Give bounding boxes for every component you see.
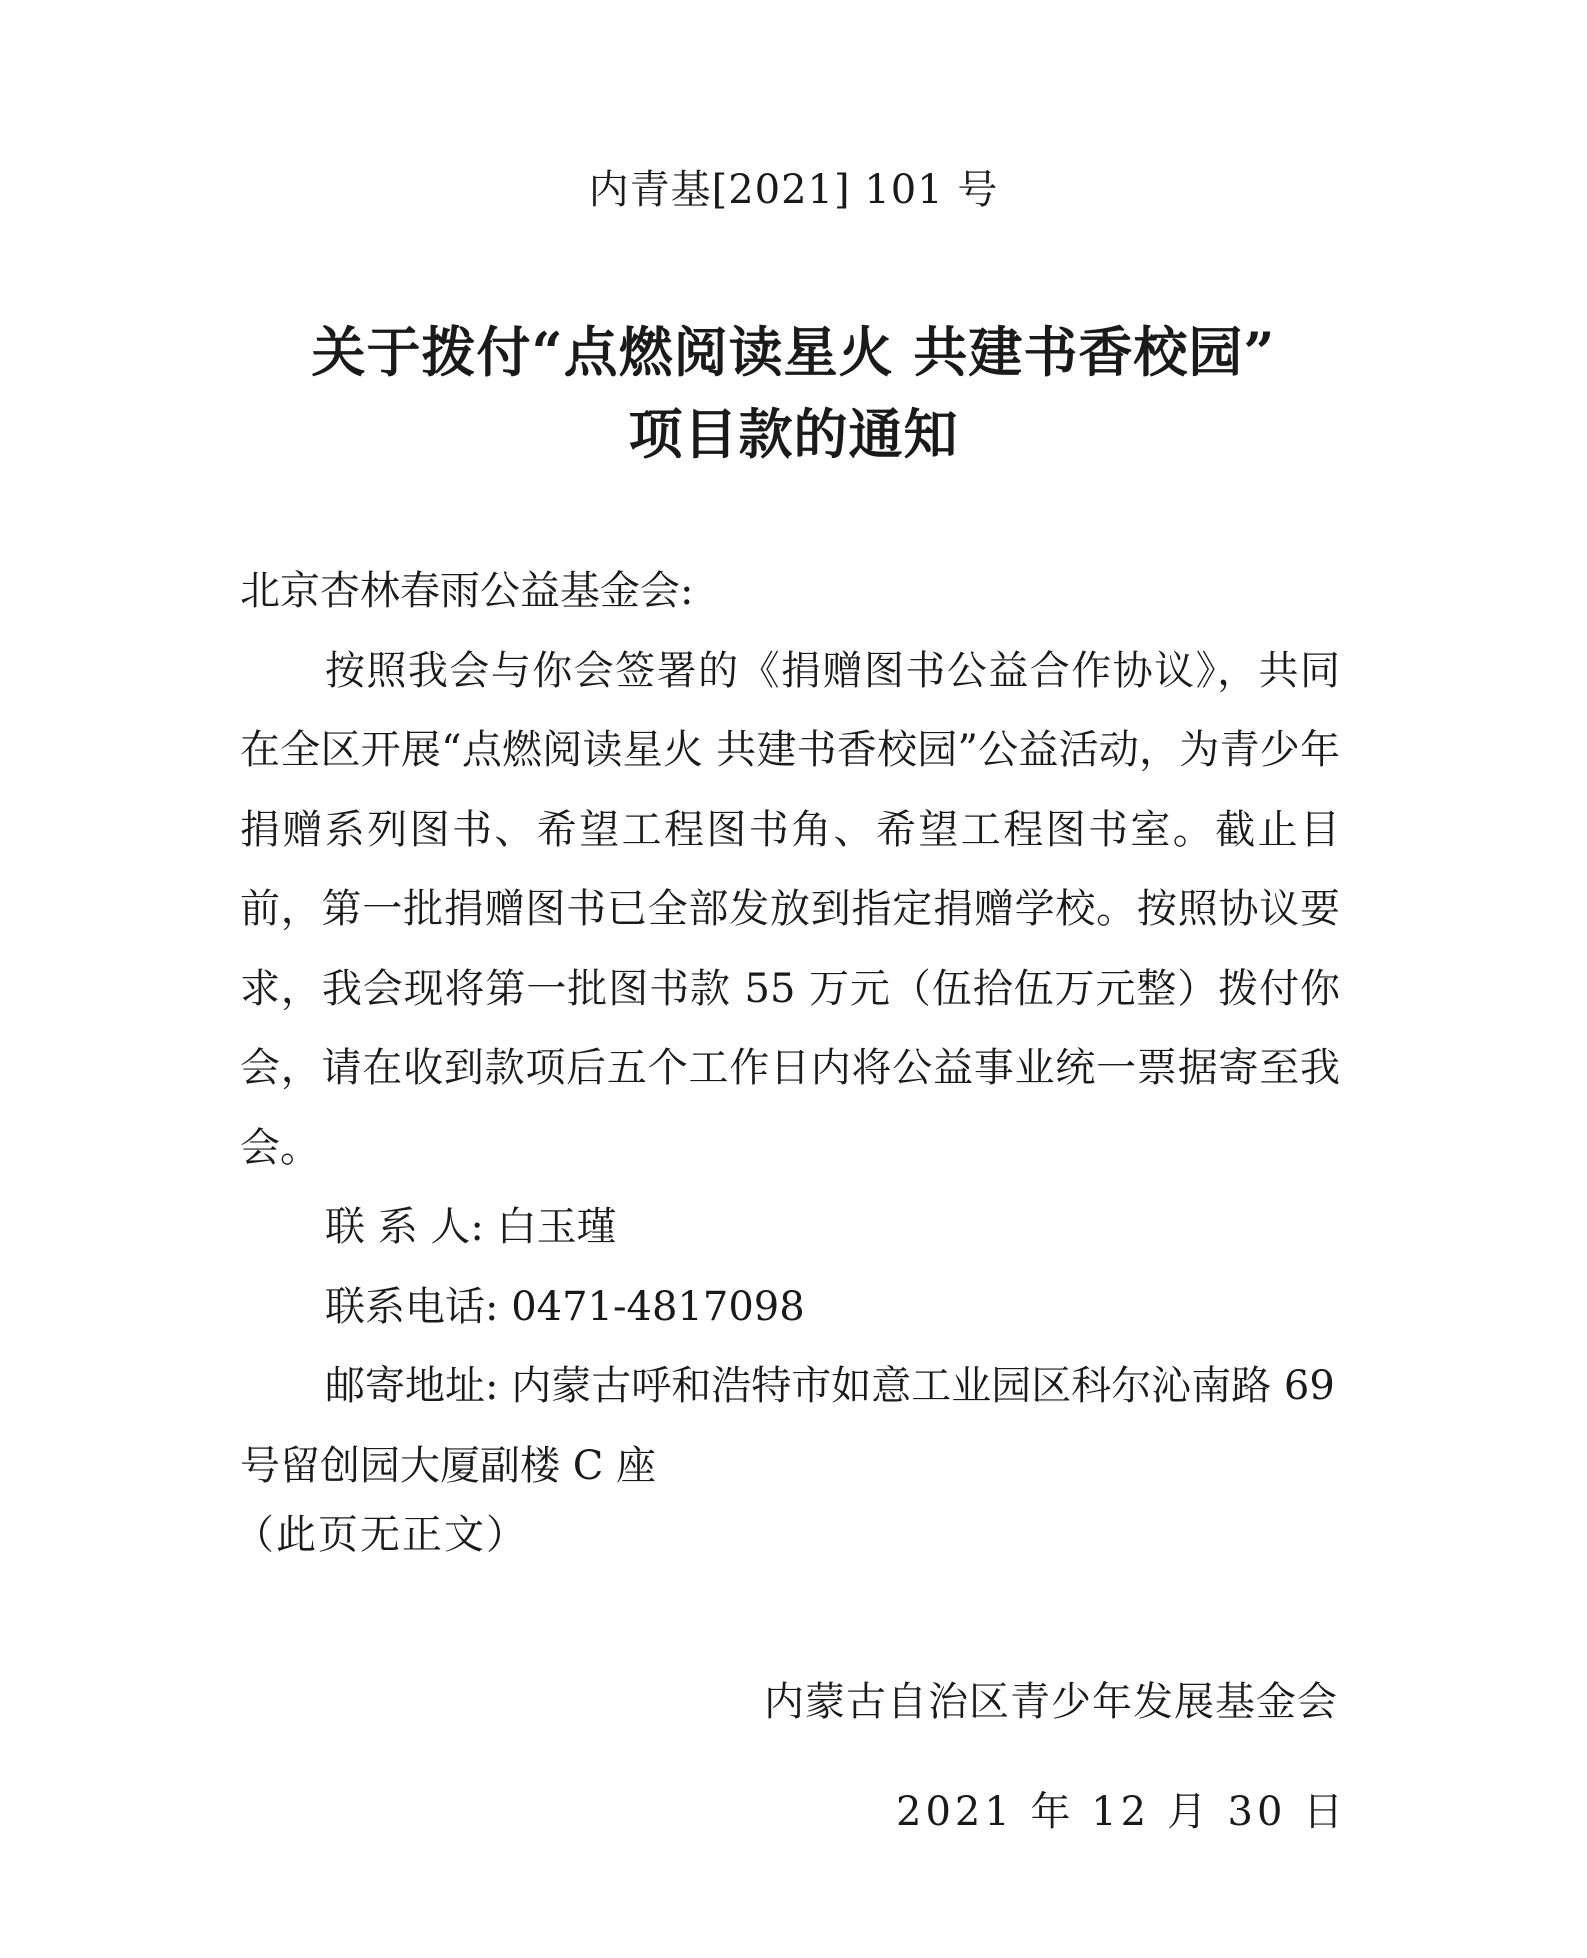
address-value: 内蒙古呼和浩特市如意工业园区科尔沁南路 69 号留创园大厦副楼 C 座: [240, 1363, 1335, 1489]
contact-phone-value: 0471-4817098: [511, 1283, 805, 1330]
main-paragraph: 按照我会与你会签署的《捐赠图书公益合作协议》，共同在全区开展“点燃阅读星火 共建书香校园”公益活动，为青少年捐赠系列图书、希望工程图书角、希望工程图书室。截止目前，第一批捐赠图书已全部发放到指定捐赠学校。按照协议要求，我会现将第一批图书款 55 万元（伍拾伍万元整）拨付你会，请在收到款项后五个工作日内将公益事业统一票据寄至我会。: [240, 647, 1340, 1171]
salutation: 北京杏林春雨公益基金会:: [240, 568, 694, 614]
address-line: [240, 1347, 1340, 1506]
contact-phone-line: [240, 1268, 1340, 1348]
address-label: 邮寄地址:: [325, 1363, 499, 1409]
signature-organization: 内蒙古自治区青少年发展基金会: [764, 1679, 1338, 1725]
no-body-note: （此页无正文）: [234, 1512, 528, 1558]
signature-date: 2021 年 12 月 30 日: [896, 1789, 1348, 1835]
contact-person-value: 白玉瑾: [496, 1204, 617, 1250]
contact-person-line: [240, 1188, 1340, 1268]
contact-person-label: 联 系 人:: [325, 1204, 484, 1250]
document-number: 内青基[2021] 101 号: [588, 167, 999, 213]
contact-phone-label: 联系电话:: [325, 1283, 499, 1330]
document-title-line-1: 关于拨付“点燃阅读星火 共建书香校园”: [311, 320, 1276, 384]
document-body: [240, 552, 1340, 1506]
document-title-line-2: 项目款的通知: [628, 402, 959, 466]
